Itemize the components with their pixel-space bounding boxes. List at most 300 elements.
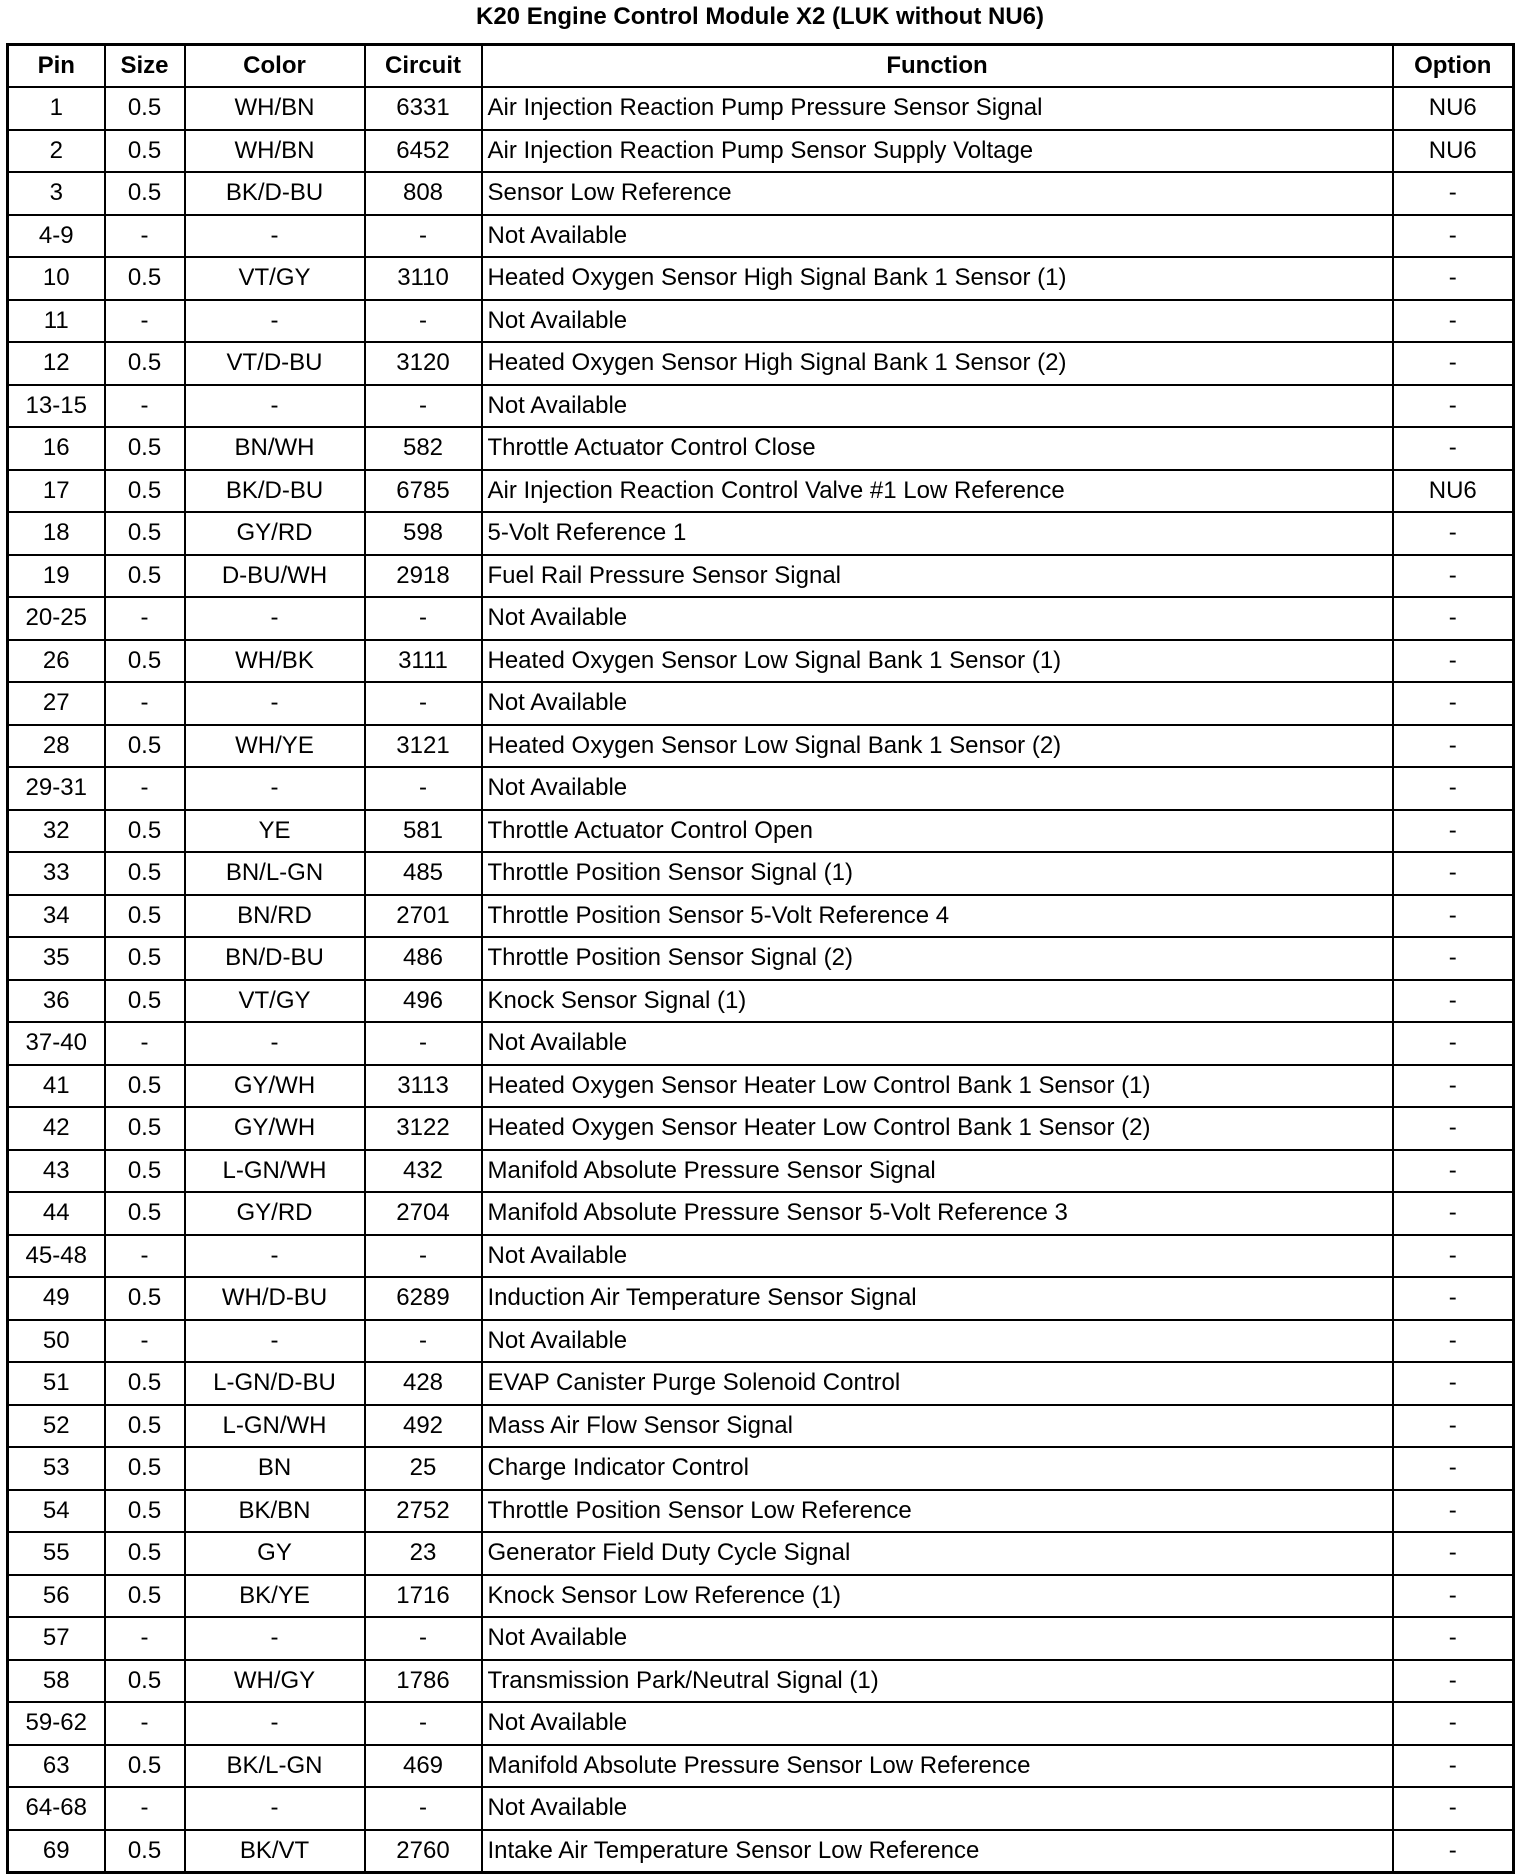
cell-color: BK/YE <box>185 1575 365 1618</box>
cell-function: Throttle Position Sensor Signal (1) <box>482 852 1393 895</box>
cell-size: 0.5 <box>105 852 185 895</box>
cell-function: Not Available <box>482 1235 1393 1278</box>
cell-size: 0.5 <box>105 1490 185 1533</box>
cell-option: - <box>1393 1065 1514 1108</box>
cell-size: - <box>105 1320 185 1363</box>
cell-circuit: 2701 <box>365 895 482 938</box>
cell-color: GY <box>185 1532 365 1575</box>
cell-circuit: 6452 <box>365 130 482 173</box>
cell-circuit: 2704 <box>365 1192 482 1235</box>
cell-option: - <box>1393 1745 1514 1788</box>
cell-color: BN/RD <box>185 895 365 938</box>
cell-option: - <box>1393 1617 1514 1660</box>
cell-function: Transmission Park/Neutral Signal (1) <box>482 1660 1393 1703</box>
cell-pin: 53 <box>8 1447 105 1490</box>
cell-option: - <box>1393 1235 1514 1278</box>
cell-option: - <box>1393 1447 1514 1490</box>
cell-pin: 52 <box>8 1405 105 1448</box>
cell-circuit: 598 <box>365 512 482 555</box>
cell-option: NU6 <box>1393 87 1514 130</box>
cell-option: - <box>1393 1277 1514 1320</box>
cell-pin: 44 <box>8 1192 105 1235</box>
cell-color: - <box>185 385 365 428</box>
cell-color: BK/L-GN <box>185 1745 365 1788</box>
cell-color: - <box>185 1702 365 1745</box>
cell-function: Not Available <box>482 767 1393 810</box>
cell-circuit: 1716 <box>365 1575 482 1618</box>
cell-size: 0.5 <box>105 1447 185 1490</box>
table-row <box>8 1617 1514 1660</box>
cell-option: - <box>1393 215 1514 258</box>
cell-color: - <box>185 215 365 258</box>
cell-pin: 17 <box>8 470 105 513</box>
table-row <box>8 1532 1514 1575</box>
cell-function: Air Injection Reaction Control Valve #1 Low Reference <box>482 470 1393 513</box>
cell-option: - <box>1393 597 1514 640</box>
cell-pin: 69 <box>8 1830 105 1873</box>
cell-color: WH/GY <box>185 1660 365 1703</box>
cell-function: EVAP Canister Purge Solenoid Control <box>482 1362 1393 1405</box>
cell-color: BK/BN <box>185 1490 365 1533</box>
cell-color: WH/BN <box>185 87 365 130</box>
cell-color: GY/RD <box>185 1192 365 1235</box>
table-row <box>8 597 1514 640</box>
header-row <box>8 45 1514 88</box>
cell-option: - <box>1393 342 1514 385</box>
cell-circuit: 3121 <box>365 725 482 768</box>
cell-option: - <box>1393 385 1514 428</box>
table-row <box>8 257 1514 300</box>
cell-color: GY/RD <box>185 512 365 555</box>
cell-function: Air Injection Reaction Pump Sensor Supply Voltage <box>482 130 1393 173</box>
cell-option: - <box>1393 512 1514 555</box>
cell-pin: 26 <box>8 640 105 683</box>
cell-pin: 16 <box>8 427 105 470</box>
cell-circuit: 3111 <box>365 640 482 683</box>
cell-size: 0.5 <box>105 555 185 598</box>
cell-option: - <box>1393 1362 1514 1405</box>
cell-size: 0.5 <box>105 640 185 683</box>
cell-function: Not Available <box>482 1617 1393 1660</box>
table-row <box>8 895 1514 938</box>
cell-color: GY/WH <box>185 1065 365 1108</box>
cell-function: Mass Air Flow Sensor Signal <box>482 1405 1393 1448</box>
table-row <box>8 215 1514 258</box>
table-row <box>8 1235 1514 1278</box>
cell-function: Not Available <box>482 1022 1393 1065</box>
cell-pin: 4-9 <box>8 215 105 258</box>
cell-pin: 63 <box>8 1745 105 1788</box>
cell-option: - <box>1393 1575 1514 1618</box>
cell-size: - <box>105 1235 185 1278</box>
cell-pin: 49 <box>8 1277 105 1320</box>
cell-pin: 57 <box>8 1617 105 1660</box>
cell-function: Manifold Absolute Pressure Sensor 5-Volt Reference 3 <box>482 1192 1393 1235</box>
cell-color: - <box>185 1617 365 1660</box>
table-row <box>8 1065 1514 1108</box>
cell-option: - <box>1393 300 1514 343</box>
cell-circuit: 3110 <box>365 257 482 300</box>
table-row <box>8 1575 1514 1618</box>
cell-function: Knock Sensor Signal (1) <box>482 980 1393 1023</box>
cell-circuit: 582 <box>365 427 482 470</box>
cell-size: 0.5 <box>105 87 185 130</box>
cell-color: VT/GY <box>185 980 365 1023</box>
cell-color: BN/L-GN <box>185 852 365 895</box>
cell-function: Not Available <box>482 300 1393 343</box>
cell-color: BK/D-BU <box>185 470 365 513</box>
cell-circuit: 485 <box>365 852 482 895</box>
table-row <box>8 1192 1514 1235</box>
cell-pin: 27 <box>8 682 105 725</box>
cell-function: Heated Oxygen Sensor High Signal Bank 1 Sensor (1) <box>482 257 1393 300</box>
cell-function: 5-Volt Reference 1 <box>482 512 1393 555</box>
cell-function: Manifold Absolute Pressure Sensor Signal <box>482 1150 1393 1193</box>
cell-circuit: - <box>365 1617 482 1660</box>
cell-pin: 12 <box>8 342 105 385</box>
cell-color: BN/WH <box>185 427 365 470</box>
cell-size: - <box>105 1022 185 1065</box>
cell-size: 0.5 <box>105 895 185 938</box>
cell-pin: 43 <box>8 1150 105 1193</box>
cell-function: Knock Sensor Low Reference (1) <box>482 1575 1393 1618</box>
cell-color: - <box>185 1022 365 1065</box>
cell-pin: 28 <box>8 725 105 768</box>
cell-pin: 3 <box>8 172 105 215</box>
cell-size: 0.5 <box>105 1277 185 1320</box>
cell-option: - <box>1393 1532 1514 1575</box>
cell-pin: 13-15 <box>8 385 105 428</box>
table-row <box>8 87 1514 130</box>
table-row <box>8 130 1514 173</box>
cell-pin: 41 <box>8 1065 105 1108</box>
cell-circuit: - <box>365 1320 482 1363</box>
cell-pin: 33 <box>8 852 105 895</box>
cell-color: L-GN/WH <box>185 1150 365 1193</box>
cell-size: 0.5 <box>105 172 185 215</box>
cell-function: Not Available <box>482 1702 1393 1745</box>
cell-function: Sensor Low Reference <box>482 172 1393 215</box>
table-row <box>8 1830 1514 1873</box>
cell-option: - <box>1393 1150 1514 1193</box>
cell-option: NU6 <box>1393 470 1514 513</box>
cell-function: Throttle Position Sensor Low Reference <box>482 1490 1393 1533</box>
cell-pin: 1 <box>8 87 105 130</box>
cell-function: Manifold Absolute Pressure Sensor Low Reference <box>482 1745 1393 1788</box>
cell-option: - <box>1393 725 1514 768</box>
cell-function: Heated Oxygen Sensor Low Signal Bank 1 Sensor (2) <box>482 725 1393 768</box>
table-row <box>8 980 1514 1023</box>
table-row <box>8 767 1514 810</box>
cell-color: L-GN/WH <box>185 1405 365 1448</box>
cell-option: - <box>1393 767 1514 810</box>
cell-circuit: - <box>365 767 482 810</box>
cell-size: 0.5 <box>105 810 185 853</box>
cell-pin: 51 <box>8 1362 105 1405</box>
table-row <box>8 300 1514 343</box>
cell-function: Not Available <box>482 385 1393 428</box>
cell-option: - <box>1393 682 1514 725</box>
header-circuit: Circuit <box>365 45 482 88</box>
header-color: Color <box>185 45 365 88</box>
cell-color: YE <box>185 810 365 853</box>
cell-option: - <box>1393 1490 1514 1533</box>
table-row <box>8 1702 1514 1745</box>
cell-function: Not Available <box>482 1787 1393 1830</box>
table-row <box>8 1787 1514 1830</box>
cell-size: 0.5 <box>105 427 185 470</box>
cell-function: Not Available <box>482 215 1393 258</box>
table-row <box>8 937 1514 980</box>
header-function: Function <box>482 45 1393 88</box>
cell-option: - <box>1393 852 1514 895</box>
cell-color: - <box>185 1235 365 1278</box>
cell-pin: 56 <box>8 1575 105 1618</box>
cell-size: 0.5 <box>105 1065 185 1108</box>
table-row <box>8 1107 1514 1150</box>
table-row <box>8 470 1514 513</box>
table-row <box>8 852 1514 895</box>
cell-color: - <box>185 682 365 725</box>
cell-color: WH/YE <box>185 725 365 768</box>
cell-function: Throttle Actuator Control Open <box>482 810 1393 853</box>
cell-size: 0.5 <box>105 1192 185 1235</box>
table-row <box>8 385 1514 428</box>
cell-color: VT/GY <box>185 257 365 300</box>
table-row <box>8 725 1514 768</box>
cell-function: Not Available <box>482 682 1393 725</box>
cell-option: - <box>1393 1320 1514 1363</box>
table-row <box>8 1447 1514 1490</box>
cell-size: - <box>105 385 185 428</box>
cell-pin: 64-68 <box>8 1787 105 1830</box>
cell-circuit: 1786 <box>365 1660 482 1703</box>
cell-size: 0.5 <box>105 512 185 555</box>
cell-option: - <box>1393 895 1514 938</box>
cell-pin: 59-62 <box>8 1702 105 1745</box>
cell-circuit: 3120 <box>365 342 482 385</box>
cell-function: Fuel Rail Pressure Sensor Signal <box>482 555 1393 598</box>
cell-color: L-GN/D-BU <box>185 1362 365 1405</box>
cell-size: 0.5 <box>105 1107 185 1150</box>
cell-function: Not Available <box>482 597 1393 640</box>
cell-size: 0.5 <box>105 1150 185 1193</box>
cell-function: Charge Indicator Control <box>482 1447 1393 1490</box>
cell-function: Throttle Actuator Control Close <box>482 427 1393 470</box>
table-row <box>8 1362 1514 1405</box>
cell-pin: 35 <box>8 937 105 980</box>
cell-option: - <box>1393 810 1514 853</box>
cell-circuit: 2752 <box>365 1490 482 1533</box>
cell-option: - <box>1393 1405 1514 1448</box>
table-row <box>8 1745 1514 1788</box>
cell-size: 0.5 <box>105 1830 185 1873</box>
cell-circuit: - <box>365 1235 482 1278</box>
header-pin: Pin <box>8 45 105 88</box>
cell-color: D-BU/WH <box>185 555 365 598</box>
cell-color: WH/D-BU <box>185 1277 365 1320</box>
cell-function: Generator Field Duty Cycle Signal <box>482 1532 1393 1575</box>
cell-color: VT/D-BU <box>185 342 365 385</box>
cell-size: - <box>105 767 185 810</box>
header-option: Option <box>1393 45 1514 88</box>
cell-color: GY/WH <box>185 1107 365 1150</box>
cell-size: 0.5 <box>105 342 185 385</box>
cell-option: - <box>1393 555 1514 598</box>
cell-circuit: - <box>365 1022 482 1065</box>
cell-color: BN <box>185 1447 365 1490</box>
cell-size: - <box>105 682 185 725</box>
cell-pin: 32 <box>8 810 105 853</box>
cell-option: - <box>1393 937 1514 980</box>
cell-pin: 45-48 <box>8 1235 105 1278</box>
cell-option: - <box>1393 172 1514 215</box>
table-row <box>8 1660 1514 1703</box>
cell-option: - <box>1393 1830 1514 1873</box>
cell-option: NU6 <box>1393 130 1514 173</box>
cell-circuit: - <box>365 1787 482 1830</box>
cell-circuit: 581 <box>365 810 482 853</box>
cell-size: 0.5 <box>105 1660 185 1703</box>
cell-color: - <box>185 1787 365 1830</box>
cell-size: 0.5 <box>105 1405 185 1448</box>
cell-size: - <box>105 1702 185 1745</box>
cell-color: - <box>185 1320 365 1363</box>
cell-function: Heated Oxygen Sensor Heater Low Control Bank 1 Sensor (1) <box>482 1065 1393 1108</box>
table-row <box>8 555 1514 598</box>
cell-function: Throttle Position Sensor 5-Volt Reference 4 <box>482 895 1393 938</box>
cell-size: - <box>105 597 185 640</box>
cell-circuit: 432 <box>365 1150 482 1193</box>
cell-circuit: - <box>365 682 482 725</box>
cell-color: WH/BN <box>185 130 365 173</box>
cell-color: BK/VT <box>185 1830 365 1873</box>
cell-circuit: - <box>365 300 482 343</box>
cell-option: - <box>1393 1022 1514 1065</box>
table-row <box>8 172 1514 215</box>
cell-size: 0.5 <box>105 725 185 768</box>
cell-circuit: 3113 <box>365 1065 482 1108</box>
cell-option: - <box>1393 1660 1514 1703</box>
cell-pin: 36 <box>8 980 105 1023</box>
cell-circuit: 428 <box>365 1362 482 1405</box>
cell-size: 0.5 <box>105 257 185 300</box>
cell-circuit: - <box>365 597 482 640</box>
cell-pin: 20-25 <box>8 597 105 640</box>
cell-size: 0.5 <box>105 1532 185 1575</box>
cell-size: - <box>105 300 185 343</box>
cell-circuit: 23 <box>365 1532 482 1575</box>
table-row <box>8 1150 1514 1193</box>
cell-color: WH/BK <box>185 640 365 683</box>
cell-circuit: 486 <box>365 937 482 980</box>
cell-pin: 29-31 <box>8 767 105 810</box>
cell-option: - <box>1393 1192 1514 1235</box>
cell-circuit: 6289 <box>365 1277 482 1320</box>
cell-size: - <box>105 215 185 258</box>
cell-option: - <box>1393 1107 1514 1150</box>
cell-function: Throttle Position Sensor Signal (2) <box>482 937 1393 980</box>
header-size: Size <box>105 45 185 88</box>
cell-size: 0.5 <box>105 980 185 1023</box>
cell-function: Air Injection Reaction Pump Pressure Sensor Signal <box>482 87 1393 130</box>
table-row <box>8 1490 1514 1533</box>
cell-pin: 42 <box>8 1107 105 1150</box>
table-row <box>8 512 1514 555</box>
cell-color: - <box>185 597 365 640</box>
cell-option: - <box>1393 980 1514 1023</box>
cell-pin: 37-40 <box>8 1022 105 1065</box>
cell-size: - <box>105 1787 185 1830</box>
cell-function: Heated Oxygen Sensor High Signal Bank 1 Sensor (2) <box>482 342 1393 385</box>
cell-option: - <box>1393 640 1514 683</box>
cell-pin: 19 <box>8 555 105 598</box>
cell-option: - <box>1393 1702 1514 1745</box>
table-row <box>8 1405 1514 1448</box>
cell-pin: 58 <box>8 1660 105 1703</box>
table-row <box>8 1277 1514 1320</box>
cell-option: - <box>1393 427 1514 470</box>
cell-size: 0.5 <box>105 130 185 173</box>
cell-circuit: 492 <box>365 1405 482 1448</box>
cell-circuit: - <box>365 385 482 428</box>
cell-circuit: 469 <box>365 1745 482 1788</box>
cell-circuit: 808 <box>365 172 482 215</box>
cell-pin: 55 <box>8 1532 105 1575</box>
cell-color: - <box>185 767 365 810</box>
cell-function: Induction Air Temperature Sensor Signal <box>482 1277 1393 1320</box>
cell-size: 0.5 <box>105 1362 185 1405</box>
cell-function: Not Available <box>482 1320 1393 1363</box>
cell-circuit: 25 <box>365 1447 482 1490</box>
cell-size: 0.5 <box>105 937 185 980</box>
table-row <box>8 682 1514 725</box>
cell-pin: 10 <box>8 257 105 300</box>
cell-circuit: 2918 <box>365 555 482 598</box>
cell-color: BN/D-BU <box>185 937 365 980</box>
cell-function: Heated Oxygen Sensor Low Signal Bank 1 Sensor (1) <box>482 640 1393 683</box>
cell-color: - <box>185 300 365 343</box>
cell-circuit: 6785 <box>365 470 482 513</box>
cell-circuit: - <box>365 1702 482 1745</box>
table-row <box>8 427 1514 470</box>
table-row <box>8 810 1514 853</box>
cell-size: 0.5 <box>105 1745 185 1788</box>
cell-option: - <box>1393 257 1514 300</box>
page-title: K20 Engine Control Module X2 (LUK without NU6) <box>476 3 1044 30</box>
cell-pin: 50 <box>8 1320 105 1363</box>
cell-size: 0.5 <box>105 470 185 513</box>
table-row <box>8 1320 1514 1363</box>
cell-circuit: - <box>365 215 482 258</box>
cell-function: Heated Oxygen Sensor Heater Low Control Bank 1 Sensor (2) <box>482 1107 1393 1150</box>
cell-circuit: 496 <box>365 980 482 1023</box>
cell-size: - <box>105 1617 185 1660</box>
cell-circuit: 3122 <box>365 1107 482 1150</box>
table-row <box>8 342 1514 385</box>
cell-circuit: 2760 <box>365 1830 482 1873</box>
cell-pin: 18 <box>8 512 105 555</box>
cell-color: BK/D-BU <box>185 172 365 215</box>
table-row <box>8 640 1514 683</box>
cell-pin: 54 <box>8 1490 105 1533</box>
cell-function: Intake Air Temperature Sensor Low Reference <box>482 1830 1393 1873</box>
cell-pin: 34 <box>8 895 105 938</box>
cell-pin: 11 <box>8 300 105 343</box>
cell-pin: 2 <box>8 130 105 173</box>
cell-circuit: 6331 <box>365 87 482 130</box>
connector-pin-table <box>6 43 1515 1874</box>
